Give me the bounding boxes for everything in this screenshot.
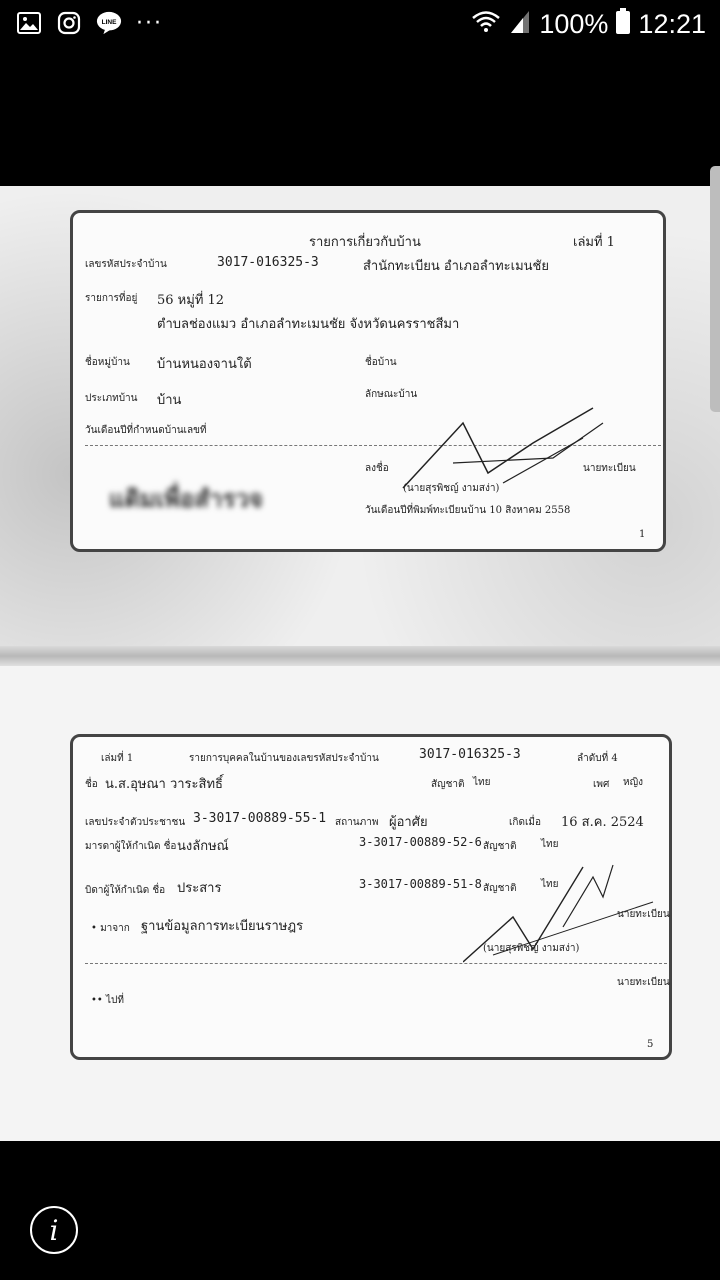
sex-label: เพศ <box>593 779 610 790</box>
person-info-card <box>70 734 672 1060</box>
edge-panel-handle[interactable] <box>710 166 720 412</box>
doc2-book-no: เล่มที่ 1 <box>101 753 134 764</box>
person-status: ผู้อาศัย <box>389 815 428 830</box>
more-notifications-icon: ··· <box>136 10 163 36</box>
house-char-label: ลักษณะบ้าน <box>365 389 418 400</box>
name-label: ชื่อ <box>85 779 98 790</box>
house-info-card <box>70 210 666 552</box>
registrar-name: (นายสุรพิชญ์ งามสง่า) <box>403 483 500 494</box>
mother-label: มารดาผู้ให้กำเนิด ชื่อ <box>85 841 177 852</box>
moved-label: •• ไปที่ <box>91 995 124 1006</box>
person-name: น.ส.อุษณา วาระสิทธิ์ <box>105 777 223 792</box>
doc2-registrar-label: นายทะเบียน <box>617 909 670 920</box>
status-bar <box>0 0 720 52</box>
father-id: 3-3017-00889-51-8 <box>359 877 482 891</box>
clock: 12:21 <box>638 9 706 39</box>
assign-date-label: วันเดือนปีที่กำหนดบ้านเลขที่ <box>85 425 207 436</box>
status-label: สถานภาพ <box>335 817 379 828</box>
info-icon[interactable]: i <box>30 1206 78 1254</box>
signal-icon <box>509 9 531 40</box>
father-nat: ไทย <box>541 879 559 890</box>
image-viewer[interactable] <box>0 186 720 1141</box>
gallery-icon <box>16 10 42 36</box>
house-name-label: ชื่อบ้าน <box>365 357 397 368</box>
doc1-book-no: เล่มที่ 1 <box>573 235 615 250</box>
sign-label: ลงชื่อ <box>365 463 389 474</box>
signature-2 <box>463 857 663 967</box>
from-source: ฐานข้อมูลการทะเบียนราษฎร <box>141 919 304 934</box>
battery-percent: 100% <box>539 9 609 39</box>
doc1-page: 1 <box>639 529 646 540</box>
mother-id: 3-3017-00889-52-6 <box>359 835 482 849</box>
svg-text:LINE: LINE <box>101 18 117 26</box>
registry-office: สำนักทะเบียน อำเภอลำทะเมนชัย <box>363 259 549 274</box>
doc2-registrar-label-2: นายทะเบียน <box>617 977 670 988</box>
born-label: เกิดเมื่อ <box>509 817 541 828</box>
doc2-page: 5 <box>647 1039 654 1050</box>
print-date: วันเดือนปีที่พิมพ์ทะเบียนบ้าน 10 สิงหาคม 2558 <box>365 505 571 516</box>
from-label: • มาจาก <box>91 923 130 934</box>
line-icon <box>96 10 122 36</box>
registrar-label: นายทะเบียน <box>583 463 636 474</box>
person-id: 3-3017-00889-55-1 <box>193 811 327 826</box>
address: 56 หมู่ที่ 12 <box>157 293 225 308</box>
mother-name: นงลักษณ์ <box>177 839 229 854</box>
born-date: 16 ส.ค. 2524 <box>561 815 644 830</box>
house-code: 3017-016325-3 <box>217 255 319 270</box>
instagram-icon <box>56 10 82 36</box>
father-nat-label: สัญชาติ <box>483 883 517 894</box>
nationality-label: สัญชาติ <box>431 779 465 790</box>
house-type: บ้าน <box>157 393 182 408</box>
wifi-icon <box>471 9 501 40</box>
doc1-title: รายการเกี่ยวกับบ้าน <box>309 235 421 250</box>
sex: หญิง <box>623 777 643 788</box>
doc2-registrar-name: (นายสุรพิชญ์ งามสง่า) <box>483 943 580 954</box>
mother-nat-label: สัญชาติ <box>483 841 517 852</box>
address-label: รายการที่อยู่ <box>85 293 138 304</box>
house-code-label: เลขรหัสประจำบ้าน <box>85 259 167 270</box>
father-label: บิดาผู้ให้กำเนิด ชื่อ <box>85 885 166 896</box>
nationality: ไทย <box>473 777 491 788</box>
person-order: ลำดับที่ 4 <box>577 753 618 764</box>
id-label: เลขประจำตัวประชาชน <box>85 817 186 828</box>
doc2-header: รายการบุคคลในบ้านของเลขรหัสประจำบ้าน <box>189 753 379 764</box>
battery-icon <box>616 8 630 41</box>
village-label: ชื่อหมู่บ้าน <box>85 357 130 368</box>
doc2-house-code: 3017-016325-3 <box>419 747 521 762</box>
scan-fold <box>0 646 720 666</box>
house-type-label: ประเภทบ้าน <box>85 393 138 404</box>
address-line2: ตำบลช่องแมว อำเภอลำทะเมนชัย จังหวัดนครราชสีมา <box>157 317 460 332</box>
village: บ้านหนองจานใต้ <box>157 357 252 372</box>
mother-nat: ไทย <box>541 839 559 850</box>
father-name: ประสาร <box>177 881 222 896</box>
blurred-handwritten-note: แดิมเพื่อสำรวจ <box>109 484 263 513</box>
signature-1 <box>393 403 613 503</box>
